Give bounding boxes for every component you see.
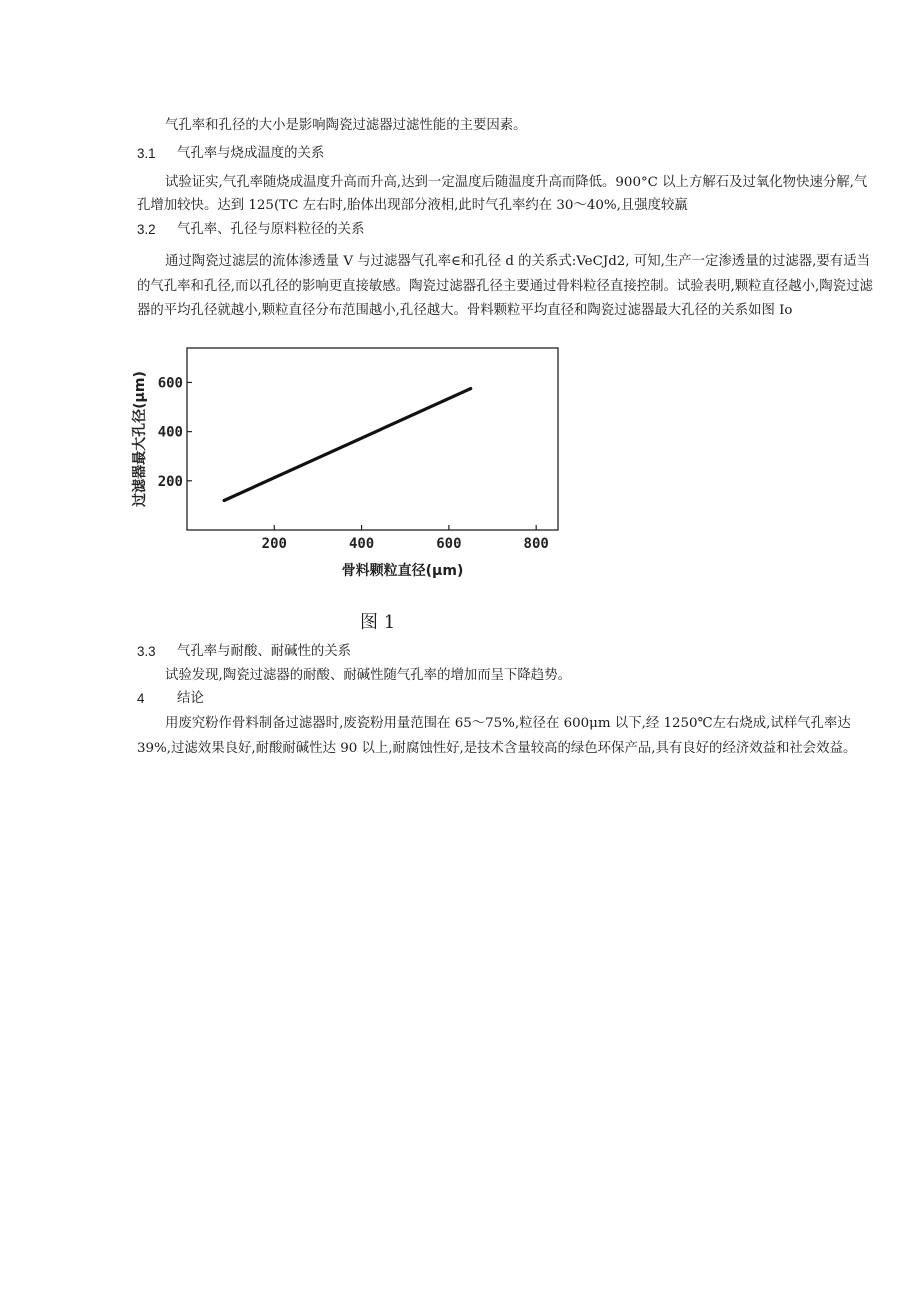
figure-1-chart xyxy=(130,340,570,590)
section-title: 结论 xyxy=(177,691,204,706)
section-3-2-line-1: 通过陶瓷过滤层的流体渗透量 V 与过滤器气孔率∈和孔径 d 的关系式:VeCJd2, 可知,生产一定渗透量的过滤器,要有适当 xyxy=(165,254,870,269)
section-3-2-line-2: 的气孔率和孔径,而以孔径的影响更直接敏感。陶瓷过滤器孔径主要通过骨料粒径直接控制。试验表明,颗粒直径越小,陶瓷过滤 xyxy=(137,279,873,294)
x-tick-label: 600 xyxy=(436,536,462,552)
y-axis-label: 过滤器最大孔径(μm) xyxy=(132,371,148,507)
x-axis-label: 骨料颗粒直径(μm) xyxy=(341,563,464,579)
y-tick-label: 600 xyxy=(157,375,183,392)
y-tick-label: 200 xyxy=(157,473,183,490)
section-3-3-line-1: 试验发现,陶瓷过滤器的耐酸、耐碱性随气孔率的增加而呈下降趋势。 xyxy=(165,668,571,683)
section-3-1-line-2: 孔增加较快。达到 125(TC 左右时,胎体出现部分液相,此时气孔率约在 30～40%,且强度较羸 xyxy=(137,198,688,213)
series-line xyxy=(224,389,471,501)
section-title: 气孔率、孔径与原料粒径的关系 xyxy=(177,222,365,237)
section-number: 3.3 xyxy=(137,644,156,659)
section-number: 3.1 xyxy=(137,146,156,161)
x-tick-label: 200 xyxy=(261,536,287,552)
section-3-1-line-1: 试验证实,气孔率随烧成温度升高而升高,达到一定温度后随温度升高而降低。900°C 以上方解石及过氧化物快速分解,气 xyxy=(165,175,868,190)
x-tick-label: 800 xyxy=(523,536,549,552)
section-4-line-2: 39%,过滤效果良好,耐酸耐碱性达 90 以上,耐腐蚀性好,是技术含量较高的绿色环保产品,具有良好的经济效益和社会效益。 xyxy=(137,741,857,756)
y-tick-label: 400 xyxy=(157,424,183,441)
section-4-line-1: 用废究粉作骨料制备过滤器时,废瓷粉用量范围在 65～75%,粒径在 600μm 以下,经 1250℃左右烧成,试样气孔率达 xyxy=(165,716,851,731)
section-3-2-line-3: 器的平均孔径就越小,颗粒直径分布范围越小,孔径越大。骨料颗粒平均直径和陶瓷过滤器最大孔径的关系如图 Io xyxy=(137,303,793,318)
section-number: 3.2 xyxy=(137,222,156,237)
plot-frame xyxy=(187,348,558,530)
section-number: 4 xyxy=(137,691,145,706)
intro-paragraph: 气孔率和孔径的大小是影响陶瓷过滤器过滤性能的主要因素。 xyxy=(165,118,527,133)
section-title: 气孔率与烧成温度的关系 xyxy=(177,146,325,161)
chart-svg xyxy=(130,340,570,590)
x-tick-label: 400 xyxy=(348,536,375,552)
section-title: 气孔率与耐酸、耐碱性的关系 xyxy=(177,644,352,659)
figure-caption: 图 1 xyxy=(360,612,396,633)
